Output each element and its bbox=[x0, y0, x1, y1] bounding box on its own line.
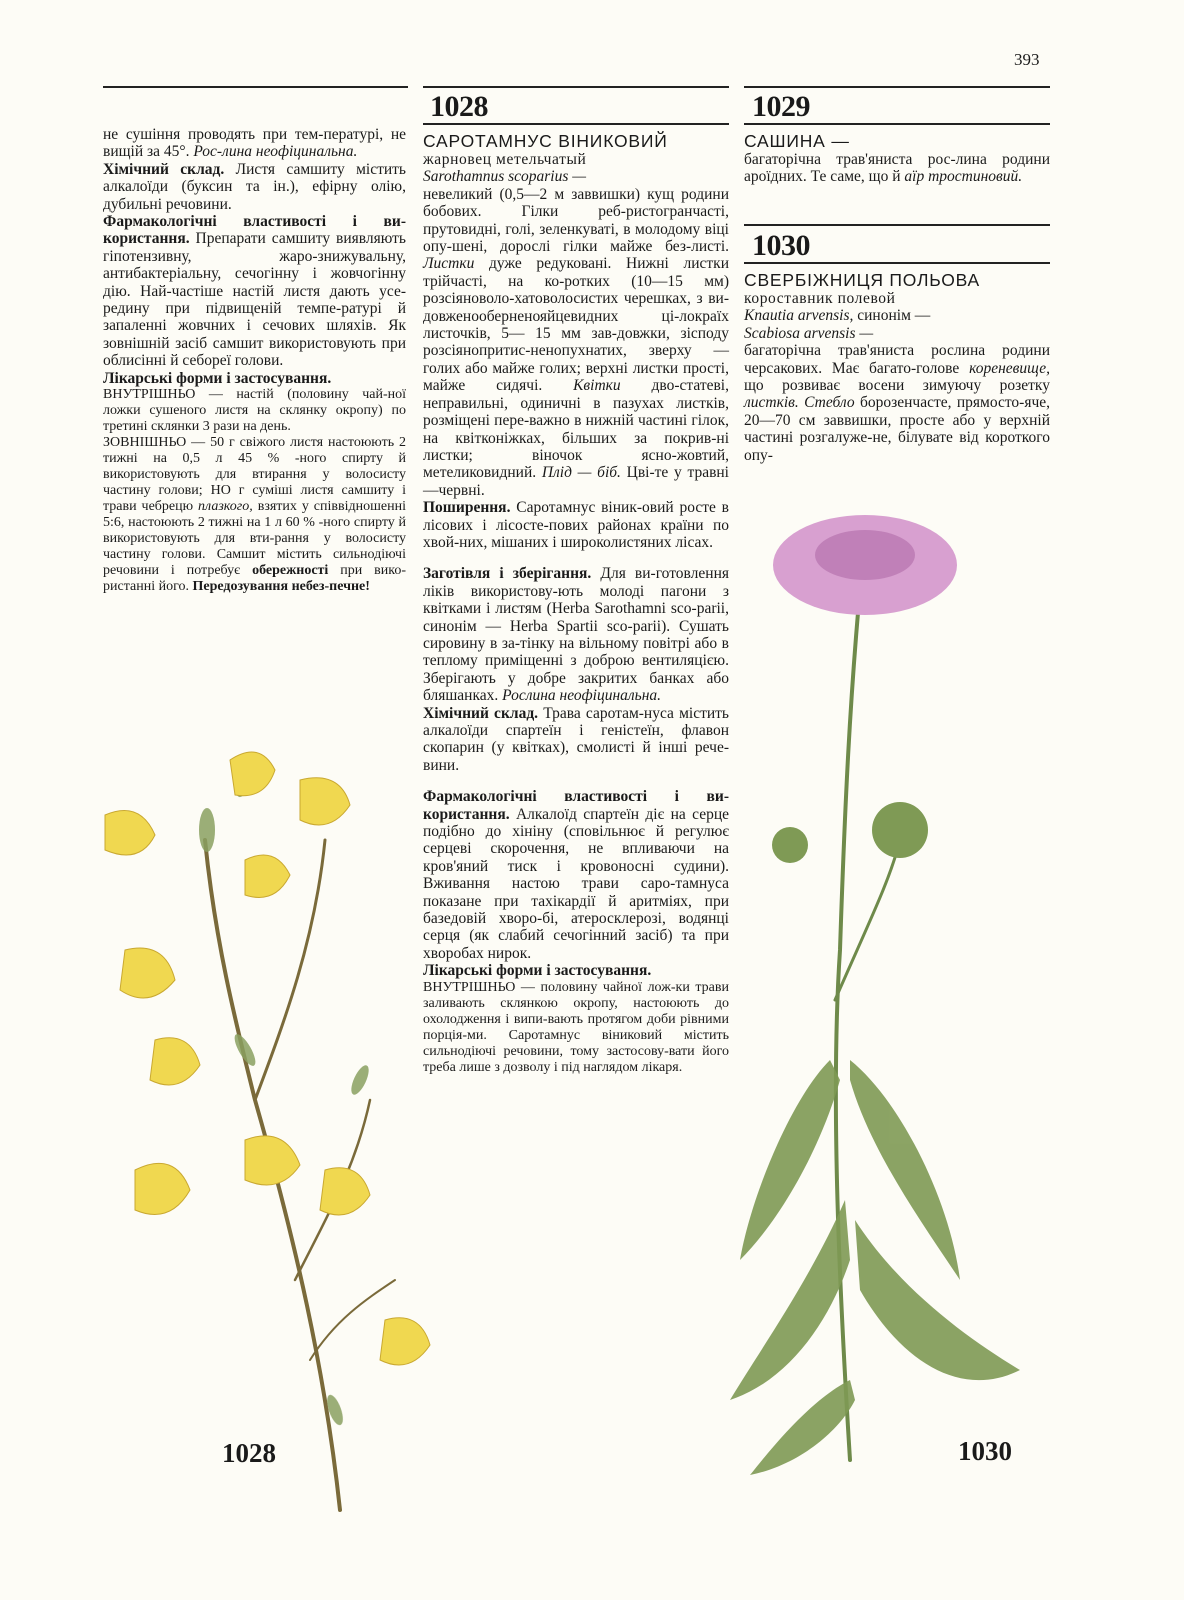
scabious-flower-head bbox=[773, 515, 957, 615]
syn: синонім — bbox=[853, 307, 931, 325]
flower-center bbox=[815, 530, 915, 580]
entry-1030-top-rule bbox=[744, 224, 1050, 226]
broom-illustration bbox=[95, 720, 455, 1520]
harvest-note: Рослина неофіцинальна. bbox=[502, 687, 662, 705]
plate-label-1030: 1030 bbox=[958, 1436, 1012, 1466]
left-internal: ВНУТРІШНЬО — настій (половину чай-ної ложки сушеного листя на склянку окропу) по третині склянки 3 рази на день. bbox=[103, 387, 406, 435]
entry-1028-harvest bbox=[423, 565, 729, 704]
flower bbox=[245, 855, 290, 898]
flower bbox=[120, 948, 175, 998]
entry-1029-rule bbox=[744, 123, 1050, 125]
entry-1028-title: САРОТАМНУС ВІНИКОВИЙ bbox=[423, 131, 668, 151]
flower bbox=[320, 1168, 370, 1215]
left-intro-note: Рос-лина неофіцинальна. bbox=[193, 143, 358, 161]
left-forms-heading: Лікарські форми і застосування. bbox=[103, 369, 332, 387]
pharm-text: Алкалоїд спартеїн діє на серце подібно до хініну (сповільнює й регулює серцеві скорочення, не впливаючи на кров'яний тиск і кровоносні судини). Вживання настою трави саро-тамнуса показане при тахікардії й аритміях, при базедовій хворо-бі, атеросклерозі, водянці серця (як слабий сечогінний засіб) та при хворобах нирок. bbox=[423, 805, 729, 962]
flower bbox=[230, 752, 275, 796]
entry-1029 bbox=[744, 131, 1050, 186]
broom-stems bbox=[205, 840, 395, 1510]
entry-1030-rule bbox=[744, 262, 1050, 264]
entry-1028-chem bbox=[423, 705, 729, 775]
left-overdose: Передозування небез-печне! bbox=[192, 579, 370, 595]
entry-1030-latin bbox=[744, 307, 1050, 324]
leaf bbox=[740, 1060, 840, 1260]
d2: дуже редуковані. Нижні листки трійчасті, на ко-ротких (10—15 мм) розсіяноволо-хатоволосистих черешках, з ви-довженооберненояйцевидних ці-локраїх листочків, 5— 15 мм зав-довжки, зісподу розсіянопритис-ненопухнатих, зверху — голих або майже голих; верхні листки прості, майже сидячі. bbox=[423, 255, 729, 395]
d3: дво-статеві, неправильні, одиничні в пазухах листків, розміщені пере-важно в нижній частині гілок, на квітконіжках, більших за покрив-ні листки; віночок ясно-жовтий, метеликовидний. bbox=[423, 377, 729, 482]
d3: борозенчасте, прямосто-яче, 20—70 см заввишки, просте або у верхній частині розгалуже-не, білувате від короткого опу- bbox=[744, 394, 1050, 464]
header-rule-right bbox=[744, 86, 1050, 88]
entry-1028 bbox=[423, 131, 729, 1076]
scabious-leaves bbox=[730, 1060, 1020, 1475]
left-external-b: плазкого, bbox=[198, 499, 253, 515]
latin1: Knautia arvensis, bbox=[744, 307, 854, 325]
forms-label: Лікарські форми і застосування. bbox=[423, 962, 652, 980]
entry-number-1029: 1029 bbox=[752, 90, 810, 123]
d-fruit: Плід — біб. bbox=[541, 464, 621, 482]
entry-1030 bbox=[744, 270, 1050, 464]
left-external-c: взятих у співвідношенні 5:6, настоюють 2 тижні на 1 л 60 % -ного спирту й використовують для вти-рання у волосисту частину голови. Самшит містить сильнодіючі речовини і потребує bbox=[103, 499, 406, 579]
flower bbox=[300, 778, 350, 825]
entry-1028-latin bbox=[423, 168, 729, 185]
left-intro bbox=[103, 126, 406, 161]
leaf bbox=[199, 808, 215, 852]
d-rhizome: кореневище, bbox=[969, 359, 1050, 377]
left-column bbox=[103, 126, 406, 595]
header-rule-middle bbox=[423, 86, 729, 88]
d-stem: Стебло bbox=[804, 394, 855, 412]
left-external-a: ЗОВНІШНЬО — 50 г свіжого листя настоюють 2 тижні на 0,5 л 45 % -ного спирту й використовують для втирання у волосисту частину голови; НО г суміші листя самшиту і трави чебрецю bbox=[103, 435, 406, 515]
scabious-main-stem bbox=[836, 590, 860, 1460]
broom-leaves bbox=[199, 761, 372, 1427]
entry-1028-description bbox=[423, 186, 729, 499]
pharm-label: Фармакологічні властивості і ви-користання. bbox=[423, 788, 729, 823]
d-leaves: листків. bbox=[744, 394, 799, 412]
entry-1028-latin-text: Sarothamnus scoparius — bbox=[423, 168, 587, 186]
header-rule-left bbox=[103, 86, 408, 88]
d-leaves: Листки bbox=[423, 255, 475, 273]
broom-flowers bbox=[105, 752, 430, 1365]
entry-number-1030: 1030 bbox=[752, 229, 810, 262]
entry-1029-text-a: багаторічна трав'яниста рос-лина родини ароїдних. Те саме, що й bbox=[744, 151, 1050, 186]
left-external bbox=[103, 435, 406, 595]
latin2: Scabiosa arvensis — bbox=[744, 324, 874, 342]
entry-1028-forms: ВНУТРІШНЬО — половину чайної лож-ки трави заливають склянкою окропу, настоюють до охолодження і випи-вають протягом доби рівними порція-ми. Саротамнус віниковий містить сильнодіючі речовини, тому застосову-вати його треба лише з дозволу і під наглядом лікаря. bbox=[423, 979, 729, 1075]
entry-1029-text bbox=[744, 151, 1050, 186]
flower bbox=[105, 811, 155, 856]
left-chem-text: Листя самшиту містить алкалоїди (буксин та ін.), ефірну олію, дубильні речовини. bbox=[103, 160, 406, 213]
entry-1030-title: СВЕРБІЖНИЦЯ ПОЛЬОВА bbox=[744, 270, 980, 290]
scabious-illustration bbox=[730, 500, 1060, 1480]
flower bbox=[135, 1163, 190, 1214]
d1: невеликий (0,5—2 м заввишки) кущ родини бобових. Гілки реб-ристогранчасті, прутовидні, голі, зеленкуваті, в молодому віці опу-шені, дорослі гілки майже без-листі. bbox=[423, 185, 729, 256]
entry-1030-latin2 bbox=[744, 325, 1050, 342]
flower bbox=[245, 1136, 300, 1185]
entry-1028-russian: жарновец метельчатый bbox=[423, 151, 587, 168]
d2: що розвиває восени зимуючу розетку bbox=[744, 377, 1050, 395]
entry-1028-rule bbox=[423, 123, 729, 125]
left-pharm-label: Фармакологічні властивості і ви-користання. bbox=[103, 213, 406, 248]
d4: Цві-те у травні—червні. bbox=[423, 464, 729, 499]
left-chem bbox=[103, 161, 406, 213]
left-intro-text: не сушіння проводять при тем-пературі, не вищій за 45°. bbox=[103, 126, 406, 161]
page-number: 393 bbox=[1014, 50, 1040, 69]
left-pharm bbox=[103, 213, 406, 370]
plate-label-1028: 1028 bbox=[222, 1438, 276, 1468]
entry-1029-title: САШИНА — bbox=[744, 131, 850, 151]
harvest-text: Для ви-готовлення ліків використову-ють молоді пагони з квітками і листям (Herba Sarothamni sco-parii, синонім — Herba Spartii sco-parii). Сушать сировину в за-тінку на вільному повітрі або в теплому приміщенні з доброю вентиляцією. Зберігають у добре закритих банках або бляшанках. bbox=[423, 565, 729, 705]
spread-text: Саротамнус віник-овий росте в лісових і лісосте-пових районах країни по хвой-них, мішаних і широколистяних лісах. bbox=[423, 499, 729, 551]
leaf bbox=[348, 1063, 372, 1097]
entry-1028-spread bbox=[423, 499, 729, 551]
entry-1029-text-b: аїр тростиновий. bbox=[904, 168, 1023, 186]
entry-1028-pharm bbox=[423, 788, 729, 962]
bud bbox=[772, 827, 808, 863]
entry-number-1028: 1028 bbox=[430, 90, 488, 123]
harvest-label: Заготівля і зберігання. bbox=[423, 565, 592, 583]
left-pharm-text: Препарати самшиту виявляють гіпотензивну, жаро-знижувальну, антибактеріальну, сечогінну і жовчогінну дію. Най-частіше настій листя дають усе-редину при підвищеній темпе-ратурі й запаленні жовчних і сечових шляхів. Як зовнішній засіб самшит використовують при облисінні й себореї голови. bbox=[103, 230, 406, 370]
chem-text: Трава саротам-нуса містить алкалоїди спартеїн і геністеїн, флавон скопарин (у квітках), смолисті й інші рече-вини. bbox=[423, 704, 729, 774]
entry-1028-forms-heading bbox=[423, 962, 729, 979]
flower bbox=[150, 1038, 200, 1085]
scabious-buds bbox=[772, 802, 928, 863]
flower bbox=[380, 1318, 430, 1365]
leaf bbox=[750, 1380, 855, 1475]
spread-label: Поширення. bbox=[423, 499, 511, 517]
left-caution: обережності bbox=[252, 563, 329, 579]
chem-label: Хімічний склад. bbox=[423, 704, 539, 722]
bud bbox=[872, 802, 928, 858]
entry-1030-russian: короставник полевой bbox=[744, 290, 896, 307]
left-external-d: при вико-ристанні його. bbox=[103, 563, 407, 595]
d1: багаторічна трав'яниста рослина родини черсакових. Має багато-голове bbox=[744, 342, 1050, 377]
left-chem-label: Хімічний склад. bbox=[103, 160, 225, 178]
entry-1030-description bbox=[744, 342, 1050, 464]
d-flowers: Квітки bbox=[573, 377, 621, 395]
